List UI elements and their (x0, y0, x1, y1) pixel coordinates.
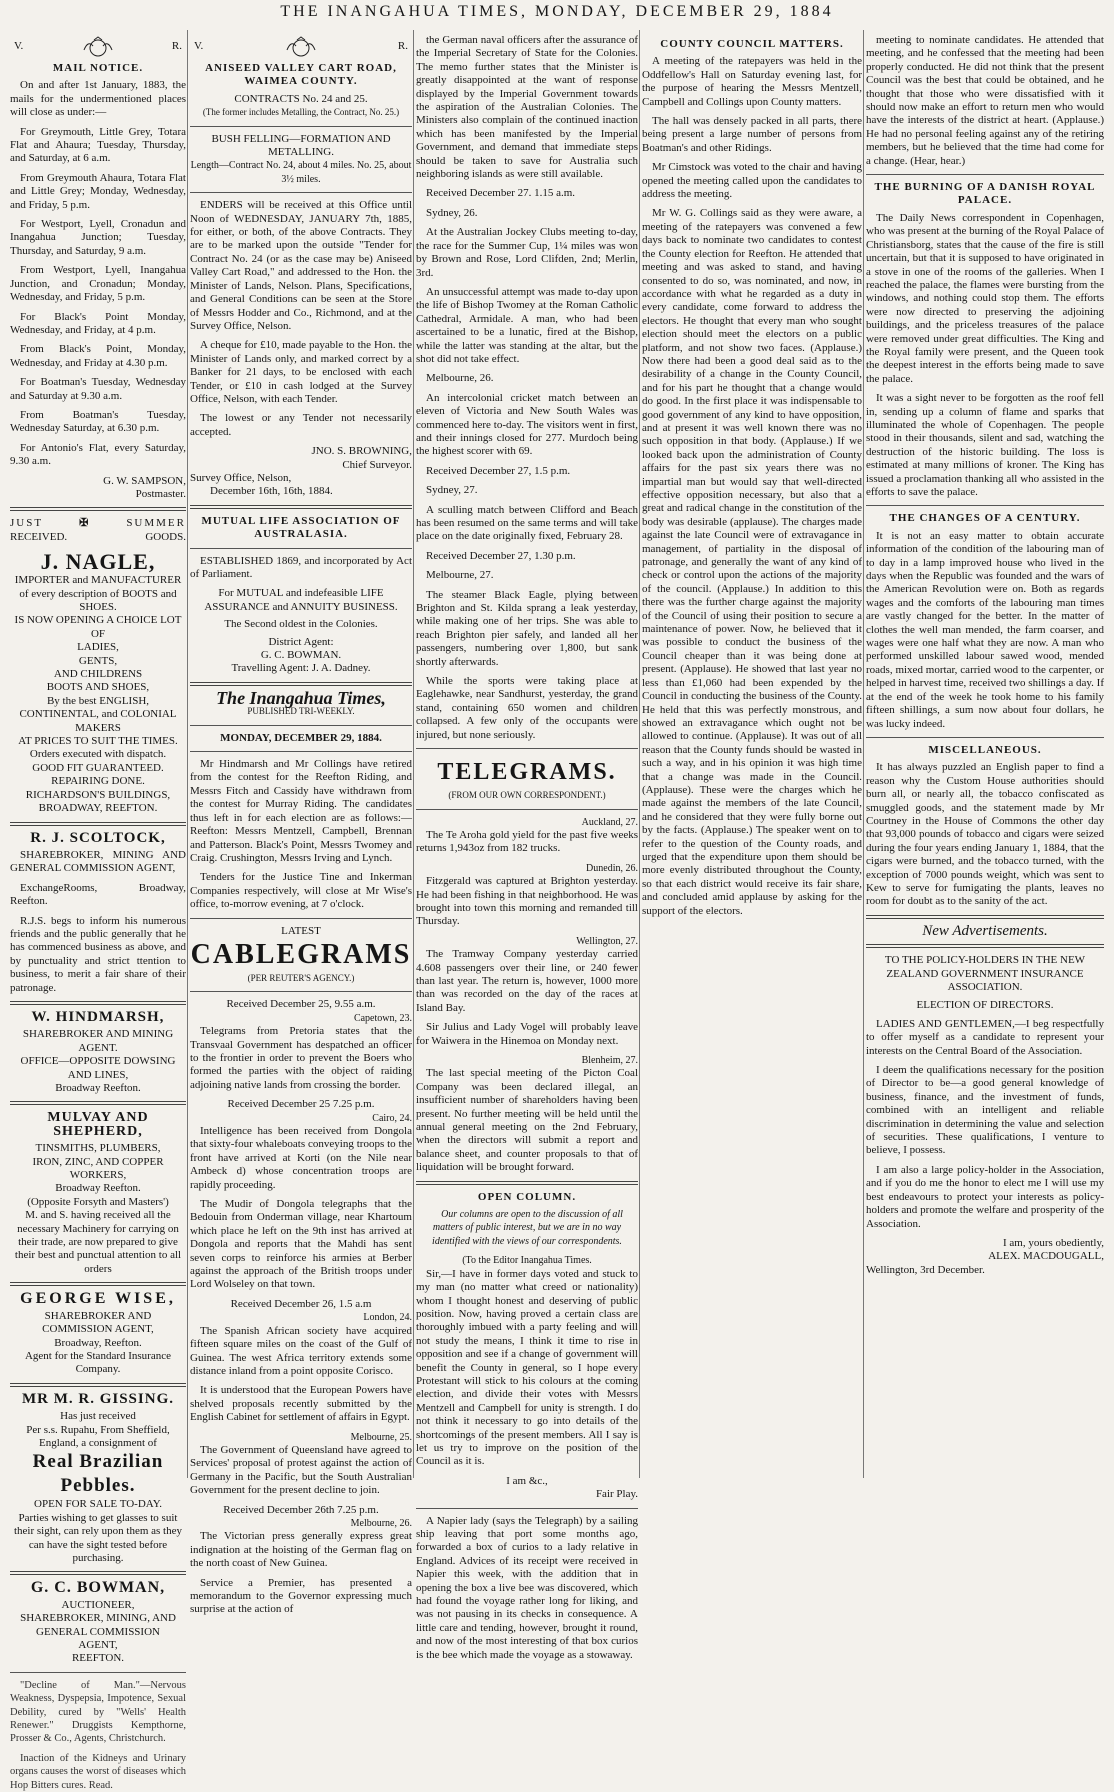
wise-ad (10, 1310, 186, 1377)
dateline: Auckland, 27. (581, 816, 638, 828)
gissing-heading: MR M. R. GISSING. (21, 1390, 174, 1407)
travelling-agent: Travelling Agent: J. A. Dadney. (231, 662, 371, 675)
text-line: An intercolonial cricket match between an eleven of Victoria and New South Wales was commenced here to-day. The visitors went in first, and their innings closed for 277. Murdoch being the highest scorer with 69. (416, 391, 638, 458)
second-oldest: The Second oldest in the Colonies. (224, 618, 378, 631)
text-line: IRON, ZINC, AND COPPER WORKERS, (32, 1155, 164, 1182)
dateline: Dunedin, 26. (586, 862, 638, 874)
wise-heading: GEORGE WISE, (20, 1290, 176, 1308)
lowest-tender: The lowest or any Tender not necessarily accepted. (190, 412, 412, 438)
hindmarsh-ad (10, 1028, 186, 1095)
text-line: While the sports were taking place at Eaglehawke, near Sandhurst, yesterday, the grand stand, containing 650 women and children collapsed. A few only of the occupants were injured, but none seriously. (416, 675, 638, 741)
text-line: LADIES, (77, 641, 119, 654)
received-line: Received December 26th 7.25 p.m. (223, 1503, 379, 1516)
divider (190, 918, 412, 919)
report-continued: meeting to nominate candidates. He attended that meeting, and he confessed that the meeting had been properly conducted. He did not think that the present Council was the best that could be obtained, and he thought that those who were dissatisfied with it should now make an effort to return men who would have the interests of the district at heart. (Applause.) He had no personal feeling against any of the retiring members, but he believed that the time had come for a change. (Hear, hear.) (866, 34, 1104, 167)
mail-notice-body (10, 79, 186, 468)
established: ESTABLISHED 1869, and incorporated by Act of Parliament. (190, 554, 412, 580)
dateline: London, 24. (363, 1312, 412, 1324)
bowman-ad (10, 1599, 186, 1666)
divider (10, 507, 186, 511)
jr-left: JUST (10, 517, 44, 530)
column-rule (187, 30, 188, 1478)
news-item: The Tramway Company yesterday carried 4.608 passengers over their line, or 240 fewer than last year. The return is, however, 1000 more than was recorded on the day of the races at Island Bay. (416, 948, 638, 1014)
open-column-note: Our columns are open to the discussion of all matters of public interest, but we are in no way identified with the views of our correspondents. (432, 1209, 623, 1247)
text-line: SHAREBROKER, MINING AND GENERAL COMMISSION AGENT, (10, 848, 186, 875)
text-line: OF (90, 627, 106, 640)
text-line: Parties wishing to get glasses to suit their sight, can rely upon them as they can have the sight tested before purchasing. (13, 1511, 182, 1564)
coat-letter: V. (14, 40, 24, 53)
dateline: Wellington, 27. (576, 935, 638, 947)
divider (866, 505, 1104, 506)
divider (866, 915, 1104, 919)
text-line: The Daily News correspondent in Copenhagen, who was present at the burning of the Royal Palace of Christiansborg, states that the cause of the fire is still uncertain, but that it is supposed to have originated in a stove in one of the rooms of the galleries. When I reached the palace, the flames were bursting from the windows, and nothing could stop them. The efforts were now directed to preserving the adjoining buildings, and the priceless treasures of the palace were removed under great difficulties. The King and the Royal family were present, and the Queen took the deepest interest in the efforts being made to save the palace. (866, 211, 1104, 385)
text-line: GOOD FIT GUARANTEED. (32, 761, 164, 774)
text-line: The hall was densely packed in all parts, there being present a large number of persons from Boatman's and other Ridings. (642, 115, 862, 154)
column-5 (866, 34, 1104, 1480)
divider (10, 1001, 186, 1005)
changes-story: It is not an easy matter to obtain accurate information of the condition of the labouring man of to day in a lamp improved house who lived in the days when the Republic was founded and the wars of the American Revolution were on. Both as regards wages and the comforts of the labouring man times are vastly changed for the better. In the matter of clothes the well man mended, the farm coarser, and wages were one half what they are now. A man who performed unskilled labour sawed wood, mended roads, mixed mortar, carried wood to the carpenter, or helped in harvest time, received two shillings a day. If at the end of the week he took home to his family fifteen shillings, a sum now about four dollars, he was lucky indeed. (866, 529, 1104, 730)
survey-office: Survey Office, Nelson, (190, 471, 292, 484)
news-item: The Government of Queensland have agreed to Services' proposal of protest against the action of Germany in the Pacific, but the South Australian Government for the present decline to join. (190, 1443, 412, 1497)
divider (190, 751, 412, 752)
masthead: THE INANGAHUA TIMES, MONDAY, DECEMBER 29, 1884 (280, 3, 834, 20)
coat-letter: R. (397, 40, 408, 53)
divider (10, 822, 186, 826)
text-line: Broadway, Reefton. (54, 1336, 142, 1349)
dateline: Melbourne, 26. (350, 1517, 412, 1529)
text-line: ExchangeRooms, Broadway, Reefton. (10, 881, 186, 908)
bowman-heading: G. C. BOWMAN, (30, 1579, 166, 1597)
text-line: From Greymouth Ahaura, Totara Flat and Little Grey; Monday, Wednesday, and Friday, 5 p.m. (10, 171, 186, 211)
signature: G. W. SAMPSON, (103, 474, 186, 487)
text-line: (Opposite Forsyth and Masters') (27, 1195, 169, 1208)
ladies-paragraph: LADIES AND GENTLEMEN,—I beg respectfully to offer myself as a candidate to represent your interests on the Central Board of the Association. (866, 1017, 1104, 1057)
column-4 (642, 34, 862, 1480)
text-line: IS NOW OPENING A CHOICE LOT (14, 614, 182, 627)
royal-arms (194, 36, 408, 58)
column-rule (863, 30, 864, 1478)
hop-bitters-notice: Inaction of the Kidneys and Urinary organs causes the worst of diseases which Hop Bitters cures. Read. (10, 1752, 186, 1791)
coat-letter: V. (194, 40, 204, 53)
divider (10, 1383, 186, 1387)
signature-title: Chief Surveyor. (342, 458, 412, 471)
letter-signature: Fair Play. (595, 1488, 638, 1501)
to-editor: (To the Editor Inangahua Times. (462, 1255, 592, 1267)
reuter-label: (PER REUTER'S AGENCY.) (247, 972, 355, 983)
text-line: the German naval officers after the assurance of the Imperial Secretary of State for the Colonies. The memo further states that the Minister is greatly disappointed at the want of response displayed by the Imperial Government towards the aspiration of the Australian Colonies. The Ministers also complain of the continued inaction which has been manifested by the Imperial Government, and demand that immediate steps should be taken to save for Australia such neighboring islands as were still available. (416, 34, 638, 181)
text-line: Melbourne, 26. (426, 372, 494, 385)
miscellaneous-title: MISCELLANEOUS. (928, 743, 1042, 756)
text-line: SHAREBROKER AND COMMISSION AGENT, (42, 1309, 154, 1336)
text-line: By the best ENGLISH, CONTINENTAL, and COLONIAL MAKERS (19, 694, 177, 734)
dateline: Cairo, 24. (372, 1112, 412, 1124)
text-line: BROADWAY, REEFTON. (38, 802, 158, 815)
text-line: Agent for the Standard Insurance Company. (24, 1349, 171, 1376)
text-line: From Boatman's Tuesday, Wednesday Saturday, at 6.30 p.m. (10, 408, 186, 435)
own-correspondent: (FROM OUR OWN CORRESPONDENT.) (448, 790, 606, 801)
text-line: AND CHILDRENS (53, 668, 143, 681)
county-council-title: COUNTY COUNCIL MATTERS. (660, 38, 844, 50)
contracts-note: (The former includes Metalling, the Contract, No. 25.) (202, 107, 400, 118)
text-line: Received December 27, 1.5 p.m. (426, 464, 571, 477)
text-line: Broadway Reefton. (55, 1182, 141, 1195)
bush-felling: BUSH FELLING—FORMATION AND METALLING. (211, 132, 391, 159)
county-council-report (642, 55, 862, 918)
also-paragraph: I am also a large policy-holder in the Association, and if you do me the honor to elect me I will use my best endeavours to protect your interests as policy-holders and promote the welfare and prosperity of the Association. (866, 1163, 1104, 1230)
text-line: For Westport, Lyell, Cronadun and Inangahua Junction; Tuesday, Thursday, and Saturday, 9 a.m. (10, 218, 186, 257)
mulvay-heading: MULVAY AND SHEPHERD, (47, 1110, 149, 1139)
just-received-header (10, 517, 186, 530)
district-agent: G. C. BOWMAN. (260, 649, 342, 662)
divider (866, 174, 1104, 175)
column-2 (190, 34, 412, 1616)
district-agent-label: District Agent: (268, 635, 334, 648)
text-line: On and after 1st January, 1883, the mails for the undermentioned places will close as under:— (10, 79, 186, 119)
divider (10, 1672, 186, 1673)
contracts: CONTRACTS No. 24 and 25. (234, 92, 368, 105)
divider (190, 991, 412, 992)
editorial-2: Tenders for the Justice Tine and Inkerman Companies respectively, will close at Mr Wise's office, to-morrow evening, at 7 o'clock. (190, 871, 412, 911)
closing: I am, yours obediently, (1002, 1236, 1104, 1249)
divider (416, 809, 638, 810)
text-line: AT PRICES TO SUIT THE TIMES. (18, 735, 178, 748)
policy-holders-heading: TO THE POLICY-HOLDERS IN THE NEW ZEALAND GOVERNMENT INSURANCE ASSOCIATION. (884, 954, 1086, 993)
coat-letter: R. (171, 40, 182, 53)
star-icon: ✠ (79, 517, 91, 530)
text-line: IMPORTER and MANUFACTURER of every description of BOOTS and SHOES. (14, 574, 182, 613)
cablegrams-heading: CABLEGRAMS (190, 938, 412, 970)
column-rule (639, 30, 640, 1478)
paper-date: MONDAY, DECEMBER 29, 1884. (220, 731, 382, 744)
for-mutual: For MUTUAL and indefeasible LIFE ASSURANCE and ANNUITY BUSINESS. (204, 587, 398, 613)
dateline: Capetown, 23. (353, 1012, 412, 1024)
decline-notice: "Decline of Man."—Nervous Weakness, Dyspepsia, Impotence, Sexual Debility, cured by "Wells' Health Renewer." Druggists Kempthorne, Prosser & Co., Agents, Christchurch. (10, 1679, 186, 1745)
gissing-ad (10, 1410, 186, 1450)
cheque-notice: A cheque for £10, made payable to the Hon. the Minister of Lands only, and marked correct by a Banker for 21 days, to be enclosed with each Tender, or £10 in cash lodged at the Survey Office, Nelson, with each Tender. (190, 339, 412, 405)
column-3 (416, 34, 638, 1661)
text-line: SHAREBROKER AND MINING AGENT. (22, 1028, 174, 1054)
length: Length—Contract No. 24, about 4 miles. No. 25, about 3½ miles. (190, 160, 412, 185)
divider (190, 725, 412, 726)
latest-label: LATEST (281, 924, 321, 937)
text-line: OPEN FOR SALE TO-DAY. (34, 1498, 162, 1511)
cablegrams-continued (416, 34, 638, 742)
text-line: BOOTS AND SHOES, (46, 681, 150, 694)
text-line: GENTS, (78, 654, 118, 667)
open-column-heading: OPEN COLUMN. (477, 1190, 577, 1203)
cablegrams-list (190, 998, 412, 1616)
text-line: For Black's Point Monday, Wednesday, and Friday, at 4 p.m. (10, 310, 186, 336)
text-line: It was a sight never to be forgotten as the roof fell in, sending up a column of flame and sparks that illuminated the whole of Copenhagen. The people stood in their thousands, silent and sad, watching the destruction of the historic building. The loss is estimated at many millions of kroner. The King has issued a proclamation thanking all who assisted in the efforts to save the palace. (866, 392, 1104, 498)
jr-right2: GOODS. (145, 530, 186, 543)
letter-sign: I am &c., (506, 1474, 548, 1487)
text-line: SHAREBROKER, MINING, AND (20, 1612, 176, 1625)
text-line: GENERAL COMMISSION (36, 1625, 160, 1638)
text-line: Received December 27, 1.30 p.m. (426, 549, 576, 562)
text-line: Received December 27. 1.15 a.m. (426, 187, 576, 200)
text-line: REEFTON. (71, 1652, 125, 1665)
mulvay-ad (10, 1142, 186, 1276)
received-line: Received December 25 7.25 p.m. (227, 1098, 375, 1111)
divider (866, 737, 1104, 738)
news-item: The last special meeting of the Picton Coal Company was been declared illegal, an insufficient number of shareholders having been present. No further meeting will be held until the annual general meeting on the 2nd February, when the directors will submit a report and balance sheet, and counter proposals to that of liquidation will be brought forward. (416, 1067, 638, 1174)
text-line: AUCTIONEER, (61, 1598, 135, 1611)
nagle-ad (10, 574, 186, 815)
text-line: Mr Cimstock was voted to the chair and having opened the meeting called upon the candidates to address the meeting. (642, 161, 862, 201)
news-item: Intelligence has been received from Dongola that sixty-four whaleboats conveying troops to the front have arrived at Korti (on the Nile near Ambeck d) whose concentration troops are rapidly proceeding. (190, 1125, 412, 1191)
text-line: Broadway Reefton. (55, 1082, 141, 1094)
news-item: Telegrams from Pretoria states that the Transvaal Government has despatched an officer to the frontier in order to prevent the Boers who formed the parties with the object of raiding adjoining native lands from crossing the border. (190, 1025, 412, 1091)
text-line: From Black's Point, Monday, Wednesday, and Friday at 4.30 p.m. (10, 343, 186, 369)
divider (866, 944, 1104, 948)
text-line: For Boatman's Tuesday, Wednesday and Saturday at 9.30 a.m. (10, 376, 186, 402)
paper-subtitle: PUBLISHED TRI-WEEKLY. (247, 706, 355, 717)
napier-story: A Napier lady (says the Telegraph) by a sailing ship leaving that port some months ago, forwarded a box of curios to a lady relative in England. Advices of its receipt were received in Napier this week, with the addition that in opening the box a live bee was discovered, which had found the voyage rather long for liking, and was not pausing in its checks in consequence. A little care and tending, however, brought it round, and now of the most interesting of that box curios is the bee which made the voyage as a stowaway. (416, 1514, 638, 1661)
divider (190, 682, 412, 686)
news-item: Fitzgerald was captured at Brighton yesterday. He had been fishing in that neighborhood. He was brought into town this morning and remanded till Thursday. (416, 875, 638, 928)
text-line: Sydney, 26. (426, 206, 478, 219)
text-line: At the Australian Jockey Clubs meeting to-day, the race for the Summer Cup, 1¼ miles was won by Brown and Rose, Lord Clifden, 2nd; Merlin, 3rd. (416, 226, 638, 279)
text-line: For Greymouth, Little Grey, Totara Flat and Ahaura; Tuesday, Thursday, and Saturday, at 6 a.m. (10, 125, 186, 165)
text-line: Sydney, 27. (426, 484, 478, 497)
text-line: R.J.S. begs to inform his numerous friends and the public generally that he has commenced business as above, and by punctuality and strict ttention to business, to merit a fair share of their patronage. (10, 914, 186, 994)
text-line: The steamer Black Eagle, plying between Brighton and St. Kilda sprang a leak yesterday, while making one of her trips. She was able to reach Brighton pier safely, and landed all her passengers, numbering over 1,800, but sank shortly afterwards. (416, 588, 638, 668)
tenders-notice: ENDERS will be received at this Office until Noon of WEDNESDAY, JANUARY 7th, 1885, for either, or both, of the above Contracts. They are to be marked upon the outside "Tender for Contract No. 24 (or as the case may be) Aniseed Valley Cart Road," and addressed to the Hon. the Minister of Lands, Nelson. Plans, Specifications, and General Conditions can be seen at the Store of Messrs Hodder and Co., Richmond, and at the Survey Office, Nelson. (190, 199, 412, 332)
column-1 (10, 34, 186, 1791)
news-item: The Te Aroha gold yield for the past five weeks returns 1,943oz from 182 trucks. (416, 828, 638, 855)
text-line: Mr W. G. Collings said as they were aware, a meeting of the ratepayers was convened a few days back to nominate two candidates to contest the County election for Reefton. He attended that meeting and was asked to stand, and having consented to do so, was nominated, and now, in accordance with what he regarded as a duty in every candidate, come forward to address the electors. He thought that every man who sought election should meet the electors on a public platform, and not show two faces. (Applause.) Now there had been a good deal said as to the desirability of a change in the County Council, and for his part he thought that a change would do good. In the first place it was indispensable to good government of any kind to have opposition, and at present it was well known there was no such opposition in that body. (Applause.) If we looked back upon the administration of County affairs for the past six years there was no impartial man but would say that well-directed effective opposition necessary, but also that a great and radical change in the constitution of the body was desirable (applause). The charges made against the late Council were of extravagance in management, of partiality in the disposal of patronage, and generally the want of any kind of check or control upon the actions of the majority of the council. (Applause.) In addition to this there was the further charge against the majority of the Council of using their position to secure a maintenance of power. Now, he believed that it was possible to conduct the business of the Council cheaper than it was being done at present. (Applause). He showed that last year no less than £1,060 had been expended by the Council in conducting the business of the County. He held that this was perfectly monstrous, and showed an extravagance which ought not be allowed to continue. (Applause). It was out of all reason that the County funds should be wasted in such a way, and in his opinion it was high time that a change was made in the Council. (Applause). These were the charges which he made against the members of the late Council, and he considered that they were fully borne out by the facts. (Applause.) The speaker went on to refer to the question of the County roads, and urged that the expenditure upon them should be more evenly distributed throughout the County, so that each district would receive its fair share, and concluded amid applause by asking for the support of the electors. (642, 207, 862, 917)
signature: JNO. S. BROWNING, (311, 445, 412, 458)
column-rule (413, 30, 414, 1478)
mail-notice-title: MAIL NOTICE. (52, 62, 144, 74)
royal-arms (14, 36, 182, 58)
gissing-ad-2 (10, 1498, 186, 1565)
paper-title: The Inangahua Times, (216, 687, 386, 708)
text-line: RICHARDSON'S BUILDINGS, (25, 788, 171, 801)
news-item: Sir Julius and Lady Vogel will probably leave for Waiwera in the Hinemoa on Monday next. (416, 1021, 638, 1047)
received-line: Received December 26, 1.5 a.m (230, 1297, 372, 1310)
text-line: For Antonio's Flat, every Saturday, 9.30 a.m. (10, 441, 186, 468)
changes-title: THE CHANGES OF A CENTURY. (889, 512, 1081, 525)
text-line: A meeting of the ratepayers was held in the Oddfellow's Hall on Saturday evening last, for the purpose of hearing the Messrs Mentzell, Campbell and Collings upon County matters. (642, 55, 862, 108)
text-line: From Westport, Lyell, Inangahua Junction, and Cronadun; Monday, Wednesday, and Friday, 5 p.m. (10, 264, 186, 304)
telegrams-heading: TELEGRAMS. (437, 759, 617, 786)
divider (416, 1508, 638, 1509)
divider (190, 548, 412, 549)
divider (190, 505, 412, 509)
signature-place: Wellington, 3rd December. (866, 1263, 985, 1276)
mutual-title: MUTUAL LIFE ASSOCIATION OF AUSTRALASIA. (201, 514, 401, 541)
jr-right: SUMMER (126, 517, 186, 530)
editorial: Mr Hindmarsh and Mr Collings have retired from the contest for the Reefton Riding, and Messrs Fitch and Cassidy have withdrawn from the contest for Murray Riding. The candidates thus left in for each election are as follows:— Reefton: Messrs Mentzell, Campbell, Brennan and Patterson. Black's Point, Messrs Twomey and Craig. Crushington, Messrs Irving and Lynch. (190, 758, 412, 864)
qualifications-paragraph: I deem the qualifications necessary for the position of Director to be—a good general knowledge of business, finance, and the investment of funds, combined with an intelligent and reliable discrimination in determining the value and selection of securities. These qualifications, I venture to believe, I possess. (866, 1064, 1104, 1157)
miscellaneous-story: It has always puzzled an English paper to find a reason why the Custom House authorities should burn all, or nearly all, the tobacco confiscated as smuggled goods, and the statement made by Mr Courtney in the House of Commons the other day that 93,000 pounds of tobacco and cigars were seized during the four years ending January 1, 1884, that the cigars were burned, and the tobacco turned, with the exception of 7000 pounds weight, which was sent to Kew to serve for fumigating the plants, leaves no room for doubt as to the sanity of the act. (866, 761, 1104, 908)
news-item: Service a Premier, has presented a memorandum to the Governor expressing much surprise at the action of (190, 1576, 412, 1616)
divider (190, 192, 412, 193)
letter: Sir,—I have in former days voted and stuck to my man (no matter what creed or nationality) whom I thought honest and deserving of public position. Now, having proved a certain class are thoroughly imbued with a party feeling and will not study the means, I think it time to rise in opposition and see if a change of government will benefit the County in general, so I hope every Protestant will stick to his colours at the coming election, and divide their votes with Messrs Mentzell and Campbell for unity is strength. I do not think it necessary to go into details of the shortcomings of the present members. All I say is let us try to improve on the position of the Council as it is. (416, 1267, 638, 1468)
scoltock-heading: R. J. SCOLTOCK, (30, 829, 166, 846)
text-line: An unsuccessful attempt was made to-day upon the life of Bishop Twomey at the Roman Catholic Cathedral, Armidale. A man, who had been ascertained to be a lunatic, fired at the Bishop, while the latter was standing at the altar, but the shot did not take effect. (416, 285, 638, 365)
divider (416, 1181, 638, 1185)
nagle-heading: J. NAGLE, (40, 549, 156, 575)
pebbles-heading: Real Brazilian Pebbles. (32, 1451, 164, 1497)
received-line: Received December 25, 9.55 a.m. (226, 998, 376, 1011)
coat-of-arms-icon (284, 36, 318, 58)
dateline: Melbourne, 25. (350, 1431, 412, 1443)
text-line: Has just received (60, 1410, 136, 1423)
election-heading: ELECTION OF DIRECTORS. (916, 999, 1054, 1012)
text-line: Per s.s. Rupahu, From Sheffield, England, a consignment of (26, 1423, 170, 1449)
dateline: Blenheim, 27. (581, 1055, 638, 1066)
text-line: OFFICE—OPPOSITE DOWSING AND LINES, (20, 1055, 176, 1081)
survey-date: December 16th, 16th, 1884. (210, 485, 333, 498)
text-line: Melbourne, 27. (426, 569, 494, 582)
danish-palace-title: THE BURNING OF A DANISH ROYAL PALACE. (874, 181, 1096, 207)
coat-of-arms-icon (81, 36, 115, 58)
news-item: The Victorian press generally express great indignation at the hoisting of the German flag on the north coast of New Guinea. (190, 1530, 412, 1570)
aniseed-title: ANISEED VALLEY CART ROAD, WAIMEA COUNTY. (205, 62, 397, 88)
news-item: The Mudir of Dongola telegraphs that the Bedouin from Onderman village, near Khartoum which place he left on the 9th inst has arrived at Dongola and reports that the Mahdi has sent seven corps to reinforce his armies at Berber against the approach of the British troops under Lord Wolseley on that town. (190, 1198, 412, 1291)
text-line: M. and S. having received all the necessary Machinery for carrying on their trade, are now prepared to give their best and punctual attention to all orders (14, 1209, 182, 1275)
text-line: AGENT, (78, 1639, 118, 1651)
news-item: The Spanish African society have acquired fifteen square miles on the coast of the Gulf of Guinea. The west Africa territory extends some distance inland from a point opposite Corisco. (190, 1324, 412, 1377)
news-item: It is understood that the European Powers have shelved proposals recently submitted by the English Cabinet for settlement of affairs in Egypt. (190, 1384, 412, 1424)
signature-title: Postmaster. (135, 487, 186, 500)
divider (10, 1282, 186, 1286)
divider (190, 126, 412, 127)
telegrams-list (416, 816, 638, 1175)
danish-palace-story (866, 212, 1104, 500)
divider (416, 748, 638, 749)
signature: ALEX. MACDOUGALL, (988, 1250, 1104, 1263)
scoltock-ad (10, 849, 186, 995)
just-received-sub (10, 531, 186, 544)
jr-left2: RECEIVED. (10, 530, 68, 543)
text-line: REPAIRING DONE. (51, 775, 145, 788)
text-line: TINSMITHS, PLUMBERS, (35, 1142, 161, 1155)
text-line: Orders executed with dispatch. (29, 748, 167, 761)
divider (10, 1571, 186, 1575)
text-line: A sculling match between Clifford and Beach has been resumed on the same terms and will take place on the date originally fixed, February 28. (416, 503, 638, 543)
divider (10, 1101, 186, 1105)
new-advertisements-heading: New Advertisements. (922, 922, 1048, 939)
hindmarsh-heading: W. HINDMARSH, (31, 1008, 165, 1025)
